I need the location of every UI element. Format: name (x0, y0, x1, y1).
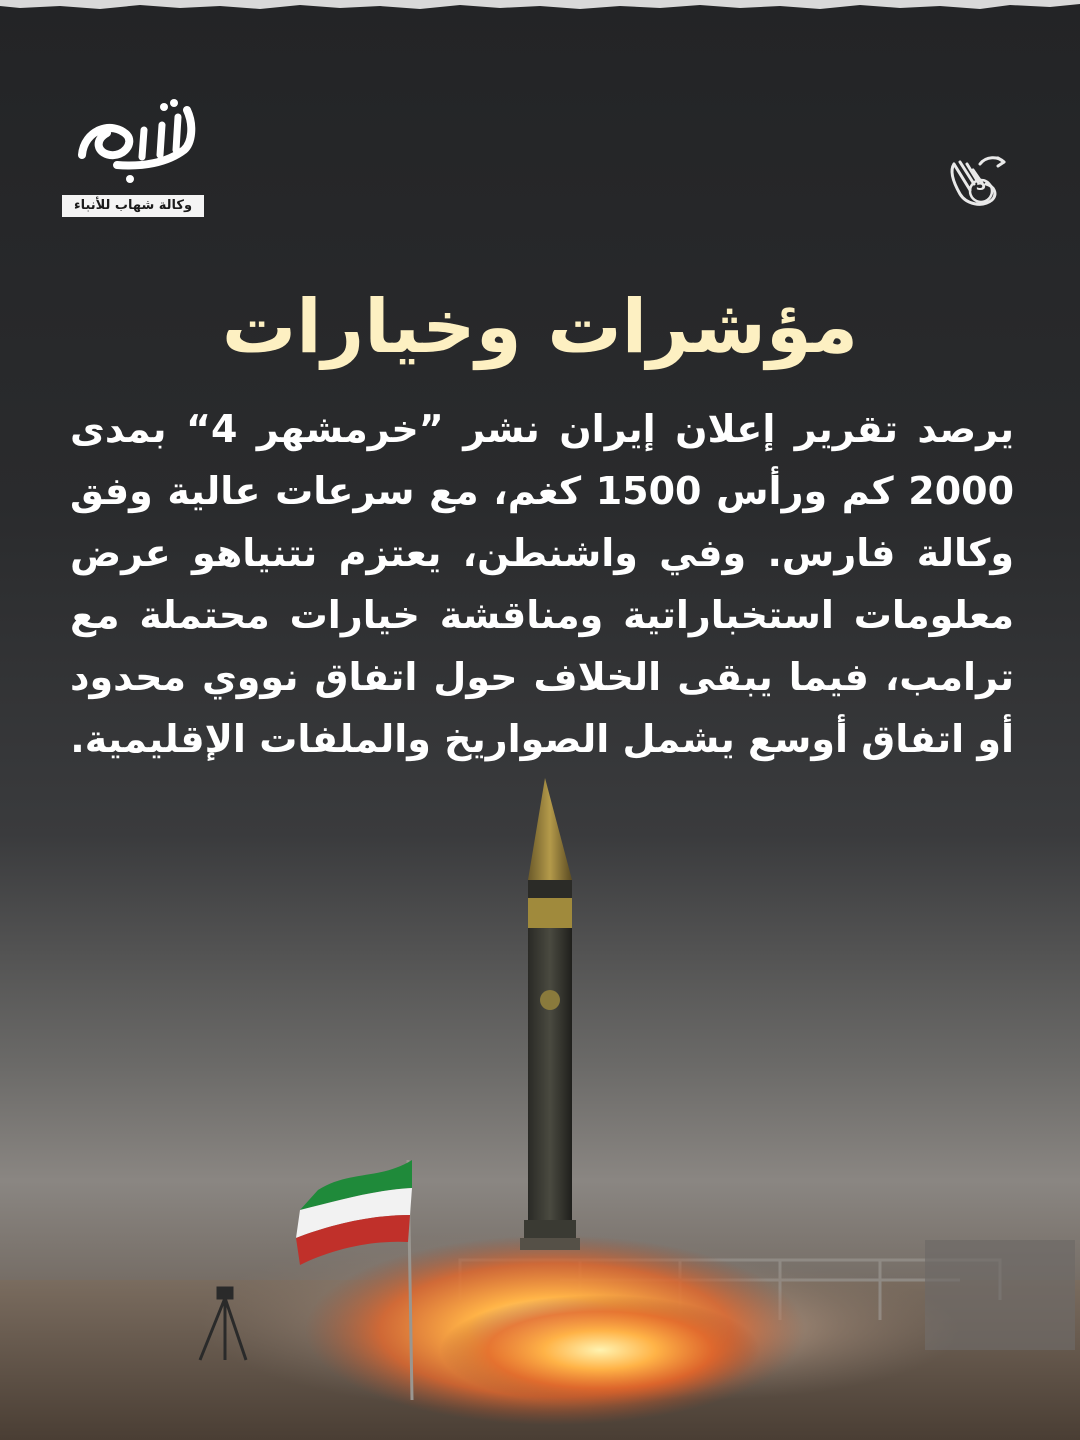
swipe-indicator[interactable] (940, 150, 1010, 215)
page-number: 5 (975, 176, 987, 194)
shehab-logo-icon (72, 95, 202, 190)
torn-paper-edge (0, 0, 1080, 14)
headline: مؤشرات وخيارات (221, 284, 859, 370)
brand-logo (62, 95, 212, 230)
missile-launch-photo (0, 760, 1080, 1440)
missile (520, 778, 580, 1250)
logo-caption: وكالة شهاب للأنباء (62, 195, 204, 217)
body-paragraph: يرصد تقرير إعلان إيران نشر ”خرمشهر 4“ بمدى 2000 كم ورأس 1500 كغم، مع سرعات عالية وفق وكالة فارس. وفي واشنطن، يعتزم نتنياهو عرض معلومات استخباراتية ومناقشة خيارات محتملة مع ترامب، فيما يبقى الخلاف حول اتفاق نووي محدود أو اتفاق أوسع يشمل الصواريخ والملفات الإقليمية. (70, 407, 1015, 761)
